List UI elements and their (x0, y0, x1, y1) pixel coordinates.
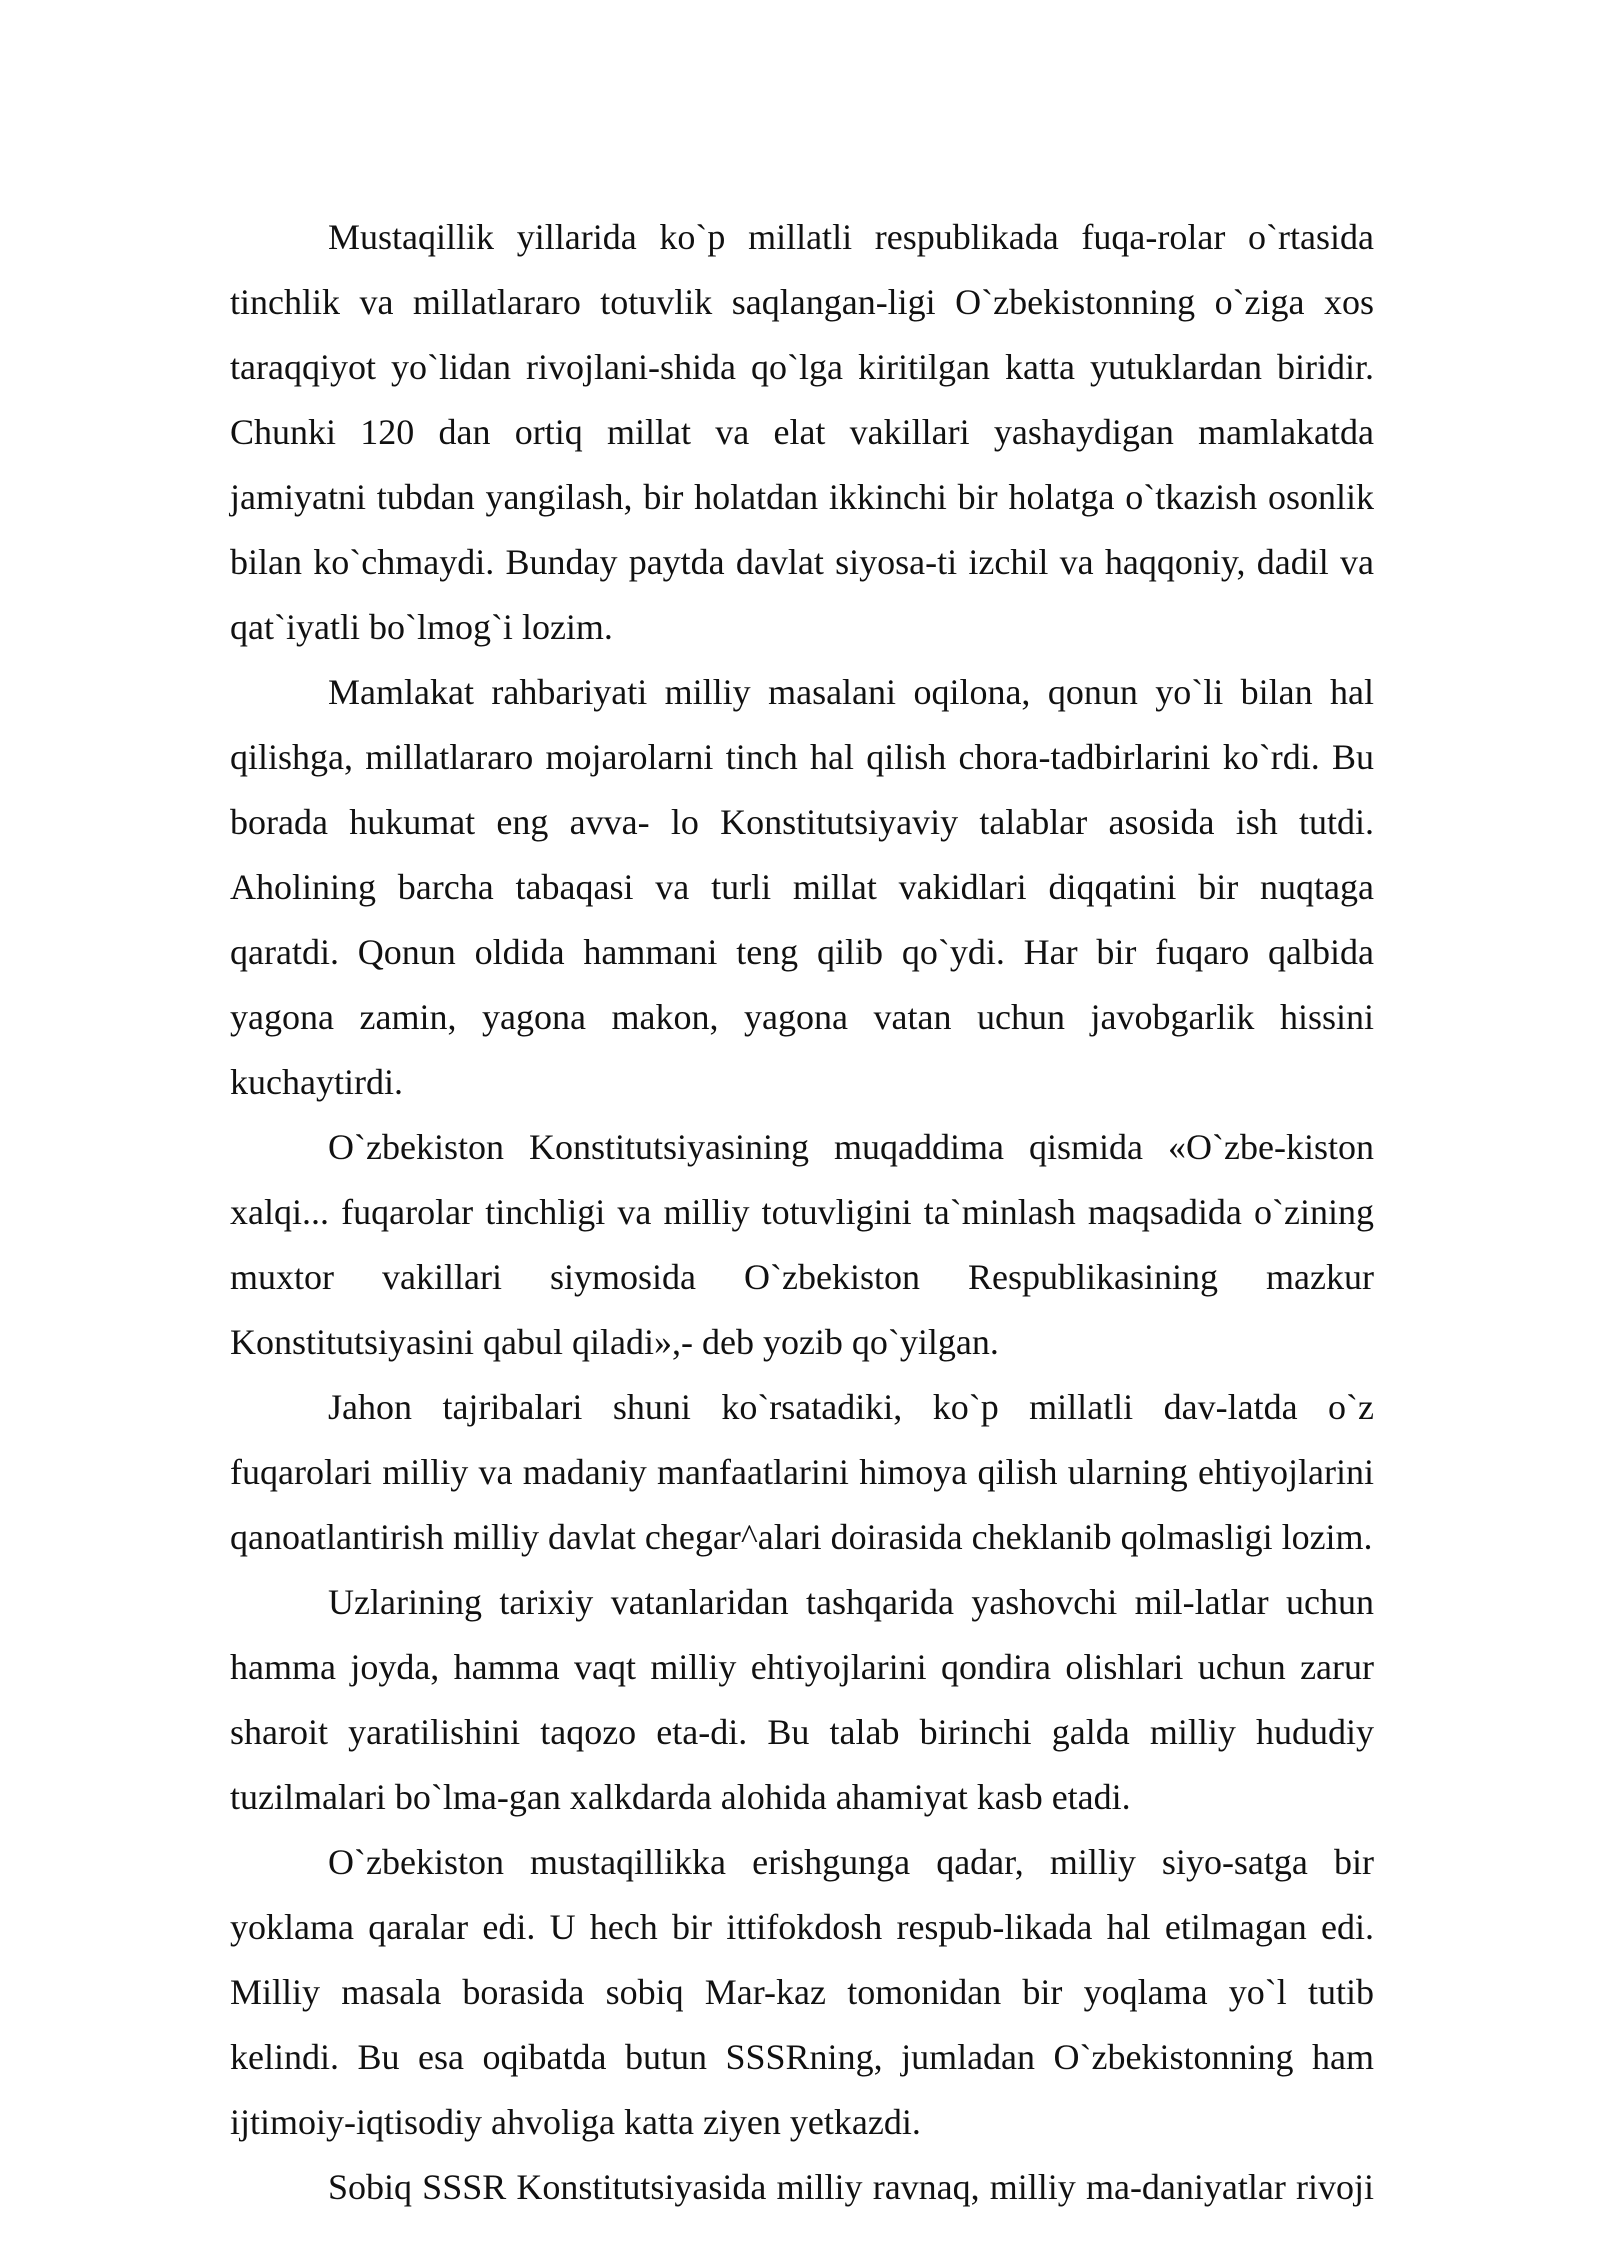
document-page (230, 205, 1374, 2220)
paragraph-7: Sobiq SSSR Konstitutsiyasida milliy ravnaq, milliy ma-daniyatlar rivoji (328, 2167, 1374, 2207)
paragraph-2: Mamlakat rahbariyati milliy masalani oqilona, qonun yo`li bilan hal qilishga, millatlararo mojarolarni tinch hal qilish chora-tadbirlarini ko`rdi. Bu borada hukumat eng avva- lo Konstitutsiyaviy talablar asosida ish tutdi. Aholining barcha tabaqasi va turli millat vakidlari diqqatini bir nuqtaga qaratdi. Qonun oldida hammani teng qilib qo`ydi. Har bir fuqaro qalbida yagona zamin, yagona makon, yagona vatan uchun javobgarlik hissini kuchaytirdi. (230, 672, 1374, 1102)
paragraph-6: O`zbekiston mustaqillikka erishgunga qadar, milliy siyo-satga bir yoklama qaralar edi. U hech bir ittifokdosh respub-likada hal etilmagan edi. Milliy masala borasida sobiq Mar-kaz tomonidan bir yoqlama yo`l tutib kelindi. Bu esa oqibatda butun SSSRning, jumladan O`zbekistonning ham ijtimoiy-iqtisodiy ahvoliga katta ziyen yetkazdi. (230, 1842, 1374, 2142)
paragraph-3: O`zbekiston Konstitutsiyasining muqaddima qismida «O`zbe-kiston xalqi... fuqarolar tinchligi va milliy totuvligini ta`minlash maqsadida o`zining muxtor vakillari siymosida O`zbekiston Respublikasining mazkur Konstitutsiyasini qabul qiladi»,- deb yozib qo`yilgan. (230, 1127, 1374, 1362)
paragraph-1: Mustaqillik yillarida ko`p millatli respublikada fuqa-rolar o`rtasida tinchlik va millatlararo totuvlik saqlangan-ligi O`zbekistonning o`ziga xos taraqqiyot yo`lidan rivojlani-shida qo`lga kiritilgan katta yutuklardan biridir. Chunki 120 dan ortiq millat va elat vakillari yashaydigan mamlakatda jamiyatni tubdan yangilash, bir holatdan ikkinchi bir holatga o`tkazish osonlik bilan ko`chmaydi. Bunday paytda davlat siyosa-ti izchil va haqqoniy, dadil va qat`iyatli bo`lmog`i lozim. (230, 217, 1374, 647)
paragraph-5: Uzlarining tarixiy vatanlaridan tashqarida yashovchi mil-latlar uchun hamma joyda, hamma vaqt milliy ehtiyojlarini qondira olishlari uchun zarur sharoit yaratilishini taqozo eta-di. Bu talab birinchi galda milliy hududiy tuzilmalari bo`lma-gan xalkdarda alohida ahamiyat kasb etadi. (230, 1582, 1374, 1817)
paragraph-4: Jahon tajribalari shuni ko`rsatadiki, ko`p millatli dav-latda o`z fuqarolari milliy va madaniy manfaatlarini himoya qilish ularning ehtiyojlarini qanoatlantirish milliy davlat chegar^alari doirasida cheklanib qolmasligi lozim. (230, 1387, 1374, 1557)
